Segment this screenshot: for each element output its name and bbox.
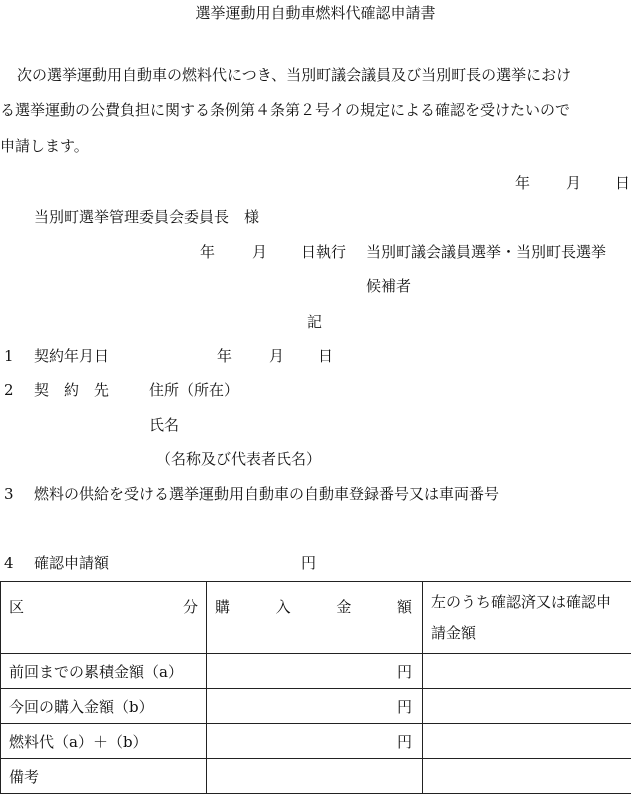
item-2-name-note: （名称及び代表者氏名）: [156, 452, 321, 467]
header-category-right: 分: [183, 596, 198, 617]
header-purchase-char-1: 購: [215, 596, 230, 617]
candidate-label: 候補者: [366, 279, 411, 294]
table-row: [1, 759, 631, 794]
table-row: [1, 689, 631, 724]
row-confirmed-cell: [423, 724, 631, 759]
date-year-label: 年: [515, 176, 530, 191]
header-purchase-char-3: 金: [336, 596, 351, 617]
date-month-label: 月: [566, 176, 581, 191]
row-label: 備考: [1, 766, 206, 787]
item-1-year: 年: [217, 349, 232, 364]
election-year-label: 年: [200, 245, 215, 260]
header-purchase-char-2: 入: [276, 596, 291, 617]
header-category-left: 区: [9, 596, 24, 617]
item-2-name: 氏名: [149, 418, 179, 433]
row-yen-unit: 円: [207, 731, 422, 752]
row-confirmed-cell: [423, 654, 631, 689]
intro-line-3: 申請します。: [0, 139, 89, 154]
header-purchase-char-4: 額: [397, 596, 412, 617]
row-label: 燃料代（a）＋（b）: [1, 731, 206, 752]
row-label: 前回までの累積金額（a）: [1, 661, 206, 682]
election-month-label: 月: [252, 245, 267, 260]
intro-line-2: る選挙運動の公費負担に関する条例第４条第２号イの規定による確認を受けたいので: [0, 103, 570, 118]
item-1-label: 契約年月日: [34, 349, 109, 364]
header-category-cell: [1, 582, 207, 654]
document-title: 選挙運動用自動車燃料代確認申請書: [0, 6, 631, 21]
item-4-yen: 円: [301, 556, 316, 571]
table-header-row: [1, 582, 631, 654]
row-yen-unit: 円: [207, 661, 422, 682]
item-2-address: 住所（所在）: [149, 383, 239, 398]
item-1-day: 日: [318, 349, 333, 364]
item-3-label: 燃料の供給を受ける選挙運動用自動車の自動車登録番号又は車両番号: [34, 487, 499, 502]
date-day-label: 日: [615, 176, 630, 191]
item-2-number: 2: [4, 383, 14, 398]
item-1-number: 1: [4, 349, 14, 364]
election-name: 当別町議会議員選挙・当別町長選挙: [366, 245, 606, 260]
addressee: 当別町選挙管理委員会委員長 様: [34, 210, 259, 225]
fuel-cost-table: [0, 581, 631, 794]
item-4-number: 4: [4, 556, 14, 571]
item-4-label: 確認申請額: [34, 556, 109, 571]
item-1-month: 月: [269, 349, 284, 364]
header-confirmed-amount: 左のうち確認済又は確認申請金額: [423, 583, 631, 653]
row-confirmed-cell: [423, 689, 631, 724]
table-row: [1, 654, 631, 689]
row-yen-unit: 円: [207, 696, 422, 717]
intro-line-1: 次の選挙運動用自動車の燃料代につき、当別町議会議員及び当別町長の選挙におけ: [17, 68, 571, 83]
header-purchase-amount-cell: [207, 582, 423, 654]
remarks-amount-cell: [207, 759, 423, 794]
row-label: 今回の購入金額（b）: [1, 696, 206, 717]
row-confirmed-cell: [423, 759, 631, 794]
table-row: [1, 724, 631, 759]
election-day-exec-label: 日執行: [301, 245, 346, 260]
item-3-number: 3: [4, 487, 14, 502]
item-2-label: 契 約 先: [34, 383, 109, 398]
header-confirmed-amount-cell: [423, 582, 631, 654]
ki-heading: 記: [307, 315, 322, 330]
